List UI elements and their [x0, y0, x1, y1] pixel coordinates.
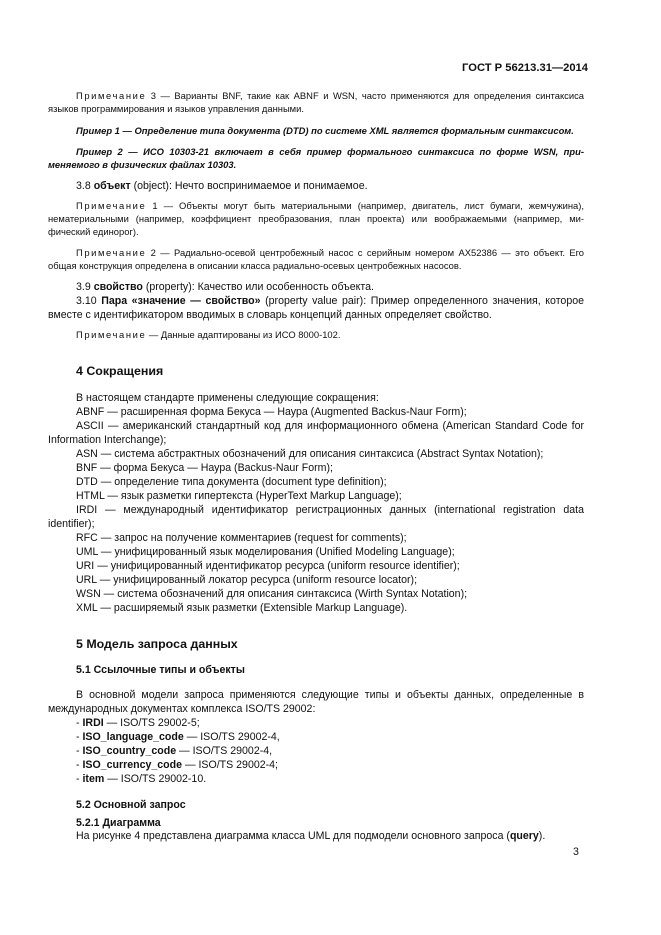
note-text: 2 — Радиально-осевой центробежный насос с серийным номером AX52386 — это объект. Его общая конструкция определена в описании класса радиально-осевых центробежных насосов.: [48, 247, 585, 272]
section-4-title: 4 Сокращения: [76, 363, 164, 378]
list-item: UML — унифицированный язык моделирования (Unified Modeling Language);: [76, 545, 455, 558]
query-term: query: [509, 829, 539, 842]
list-item: BNF — форма Бекуса — Наура (Backus-Naur Form);: [76, 461, 333, 474]
term-3-10: [48, 294, 584, 322]
type-name: ISO_currency_code: [82, 758, 182, 771]
list-item: HTML — язык разметки гипертекста (HyperText Markup Language);: [76, 489, 402, 502]
term-definition: (property): Качество или особенность объекта.: [145, 280, 374, 293]
type-name: ISO_country_code: [82, 744, 177, 757]
list-item: WSN — система обозначений для описания синтаксиса (Wirth Syntax Notation);: [76, 587, 468, 600]
list-item: URL — унифицированный локатор ресурса (uniform resource locator);: [76, 573, 418, 586]
list-item: URI — унифицированный идентификатор ресурса (uniform resource identifier);: [76, 559, 460, 572]
section-5-1-intro: В основной модели запроса применяются следующие типы и объекты данных, определенные в международных документах комплекса ISO/TS 29002:: [48, 688, 584, 715]
page-content: [48, 87, 584, 843]
term-3-8: [48, 179, 584, 193]
text-part: ).: [538, 829, 546, 842]
type-name: item: [82, 772, 105, 785]
list-item: - item — ISO/TS 29002-10.: [76, 772, 207, 785]
example-2: Пример 2 — ИСО 10303-21 включает в себя пример формального синтаксиса по форме WSN, применяемого в физических файлах 10303.: [48, 146, 584, 171]
standard-header: ГОСТ Р 56213.31—2014: [462, 62, 588, 74]
section-5-2-1-text: [48, 829, 584, 843]
example-1: Пример 1 — Определение типа документа (DTD) по системе XML является формальным синтаксисом.: [76, 124, 574, 136]
type-ref: — ISO/TS 29002-4,: [186, 730, 280, 743]
note-text: 1 — Объекты могут быть материальными (например, двигатель, лист бумаги, жемчужина), нематериальными (например, коэффициент преобразования, план проекта) или воображаемыми (например, мифический единорог).: [48, 199, 584, 237]
type-name: ISO_language_code: [82, 730, 184, 743]
term-3-9: [48, 280, 584, 294]
list-item: - ISO_currency_code — ISO/TS 29002-4;: [76, 758, 278, 771]
note-3-8-1: [48, 200, 584, 238]
term-number: 3.10: [76, 294, 97, 307]
note-text: 3 — Варианты BNF, такие как ABNF и WSN, часто применяются для определения синтаксиса языков программирования и языков управления данными.: [48, 90, 584, 114]
list-item: - ISO_language_code — ISO/TS 29002-4,: [76, 730, 280, 743]
term-number: 3.9: [76, 280, 91, 293]
list-item: - IRDI — ISO/TS 29002-5;: [76, 716, 200, 729]
list-item: IRDI — международный идентификатор регистрационных данных (international registration data identifier);: [48, 503, 584, 530]
type-name: IRDI: [82, 716, 104, 729]
list-item: ABNF — расширенная форма Бекуса — Наура (Augmented Backus-Naur Form);: [76, 405, 467, 418]
type-ref: — ISO/TS 29002-4;: [184, 758, 278, 771]
section-5-title: 5 Модель запроса данных: [76, 636, 238, 651]
section-5-2-title: 5.2 Основной запрос: [76, 798, 186, 811]
note-3-10: [48, 329, 584, 342]
term-definition: (property value pair): Пример определенного значения, которое вместе с идентификатором вводимых в словарь концепций данных определяет свойство.: [48, 294, 584, 321]
term-number: 3.8: [76, 179, 91, 192]
list-item: DTD — определение типа документа (document type definition);: [76, 475, 387, 488]
note-label: Примечание: [76, 247, 147, 259]
term-name: Пара «значение — свойство»: [101, 294, 261, 307]
type-ref: — ISO/TS 29002-4,: [179, 744, 273, 757]
type-ref: — ISO/TS 29002-5;: [106, 716, 200, 729]
section-4-intro: В настоящем стандарте применены следующие сокращения:: [76, 391, 379, 404]
list-item: - ISO_country_code — ISO/TS 29002-4,: [76, 744, 273, 757]
list-item: ASN — система абстрактных обозначений для описания синтаксиса (Abstract Syntax Notation);: [76, 447, 544, 460]
note-3: [48, 90, 584, 116]
note-label: Примечание: [76, 199, 147, 211]
list-item: RFC — запрос на получение комментариев (request for comments);: [76, 531, 407, 544]
list-item: ASCII — американский стандартный код для информационного обмена (American Standard Code for Information Interchange);: [48, 419, 584, 446]
type-ref: — ISO/TS 29002-10.: [107, 772, 207, 785]
note-label: Примечание: [76, 328, 147, 340]
term-name: объект: [93, 179, 131, 192]
note-text: — Данные адаптированы из ИСО 8000-102.: [148, 328, 341, 340]
note-3-8-2: [48, 247, 584, 273]
term-definition: (object): Нечто воспринимаемое и понимаемое.: [133, 179, 368, 192]
text-part: На рисунке 4 представлена диаграмма класса UML для подмодели основного запроса (: [76, 829, 510, 842]
list-item: XML — расширяемый язык разметки (Extensible Markup Language).: [76, 601, 408, 614]
page-number: 3: [573, 846, 579, 858]
term-name: свойство: [93, 280, 143, 293]
section-5-1-title: 5.1 Ссылочные типы и объекты: [76, 663, 245, 676]
note-label: Примечание: [76, 90, 147, 101]
section-5-2-1-title: 5.2.1 Диаграмма: [76, 816, 161, 829]
